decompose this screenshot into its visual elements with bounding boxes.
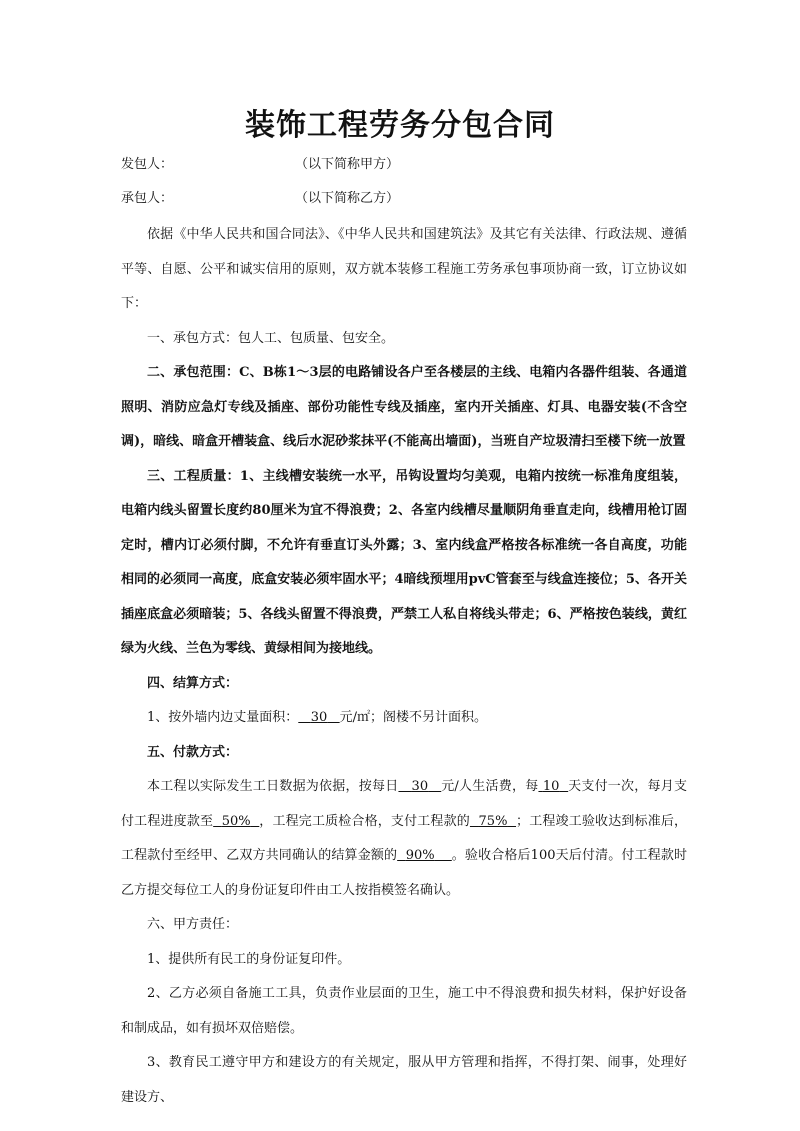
completion-payment-value: 75% xyxy=(478,813,508,829)
party-a-note: （以下简称甲方） xyxy=(295,157,400,172)
section-6-item-2: 2、乙方必须自备施工工具，负责作业层面的卫生，施工中不得浪费和损失材料，保护好设备和制成品，如有损坏双倍赔偿。 xyxy=(121,986,687,1036)
party-a-label: 发包人： xyxy=(121,157,174,172)
daily-allowance-value: 30 xyxy=(411,779,429,794)
section-5-payment: 本工程以实际发生工日数据为依据，按每日 30 元/人生活费，每 10 天支付一次，每月支付工程进度款至 50% ，工程完工质检合格，支付工程款的 75% ；工程竣工验收达到标准后，工程款付至经甲、乙双方共同确认的结算金额的 90% 。验收合格后100天后付清。付工程款时乙方提交每位工人的身份证复印件由工人按指模签名确认。 xyxy=(121,779,688,898)
section-5-title: 五、付款方式： xyxy=(147,744,239,760)
section-3-quality: 三、工程质量：1、主线槽安装统一水平，吊钩设置均匀美观，电箱内按统一标准角度组装，电箱内线头留置长度约80厘米为宜不得浪费；2、各室内线槽尽量顺阴角垂直走向，线槽用枪订固定时，槽内订必须付脚，不允许有垂直订头外露；3、室内线盒严格按各标准统一各自高度，功能相同的必须同一高度，底盒安装必须牢固水平；4暗线预埋用pvC管套至与线盒连接位；5、各开关插座底盒必须暗装；5、各线头留置不得浪费，严禁工人私自将线头带走；6、严格按色装线，黄红绿为火线、兰色为零线、黄绿相间为接地线。 xyxy=(121,468,687,656)
document-title: 装饰工程劳务分包合同 xyxy=(245,108,555,143)
section-2-scope: 二、承包范围：C、B栋1～3层的电路铺设各户至各楼层的主线、电箱内各器件组装、各通道照明、消防应急灯专线及插座、部份功能性专线及插座，室内开关插座、灯具、电器安装(不含空调)，暗线、暗盒开槽装盒、线后水泥砂浆抹平(不能高出墙面)，当班自产垃圾清扫至楼下统一放置 xyxy=(121,365,687,449)
section-1-contract-method: 一、承包方式：包人工、包质量、包安全。 xyxy=(147,330,395,346)
party-b-note: （以下简称乙方） xyxy=(295,191,400,206)
section-4-settlement: 1、按外墙内边丈量面积： 30 元/㎡；阁楼不另计面积。 xyxy=(147,710,488,725)
payment-interval-value: 10 xyxy=(542,779,560,794)
final-payment-value: 90% xyxy=(405,848,435,863)
section-4-title: 四、结算方式： xyxy=(147,675,239,691)
settlement-rate-value: 30 xyxy=(310,710,328,725)
intro-paragraph: 依据《中华人民共和国合同法》、《中华人民共和国建筑法》及其它有关法律、行政法规、遵循平等、自愿、公平和诚实信用的原则，双方就本装修工程施工劳务承包事项协商一致，订立协议如下： xyxy=(121,227,687,311)
section-6-item-3: 3、教育民工遵守甲方和建设方的有关规定，服从甲方管理和指挥，不得打架、闹事，处理好建设方、 xyxy=(121,1055,687,1105)
section-6-title: 六、甲方责任： xyxy=(147,917,239,932)
progress-payment-value: 50% xyxy=(221,813,251,829)
party-a-line xyxy=(121,153,400,172)
party-b-label: 承包人： xyxy=(121,191,174,206)
party-b-line xyxy=(121,187,400,206)
section-6-item-1: 1、提供所有民工的身份证复印件。 xyxy=(147,951,351,967)
contract-body xyxy=(121,218,687,1115)
